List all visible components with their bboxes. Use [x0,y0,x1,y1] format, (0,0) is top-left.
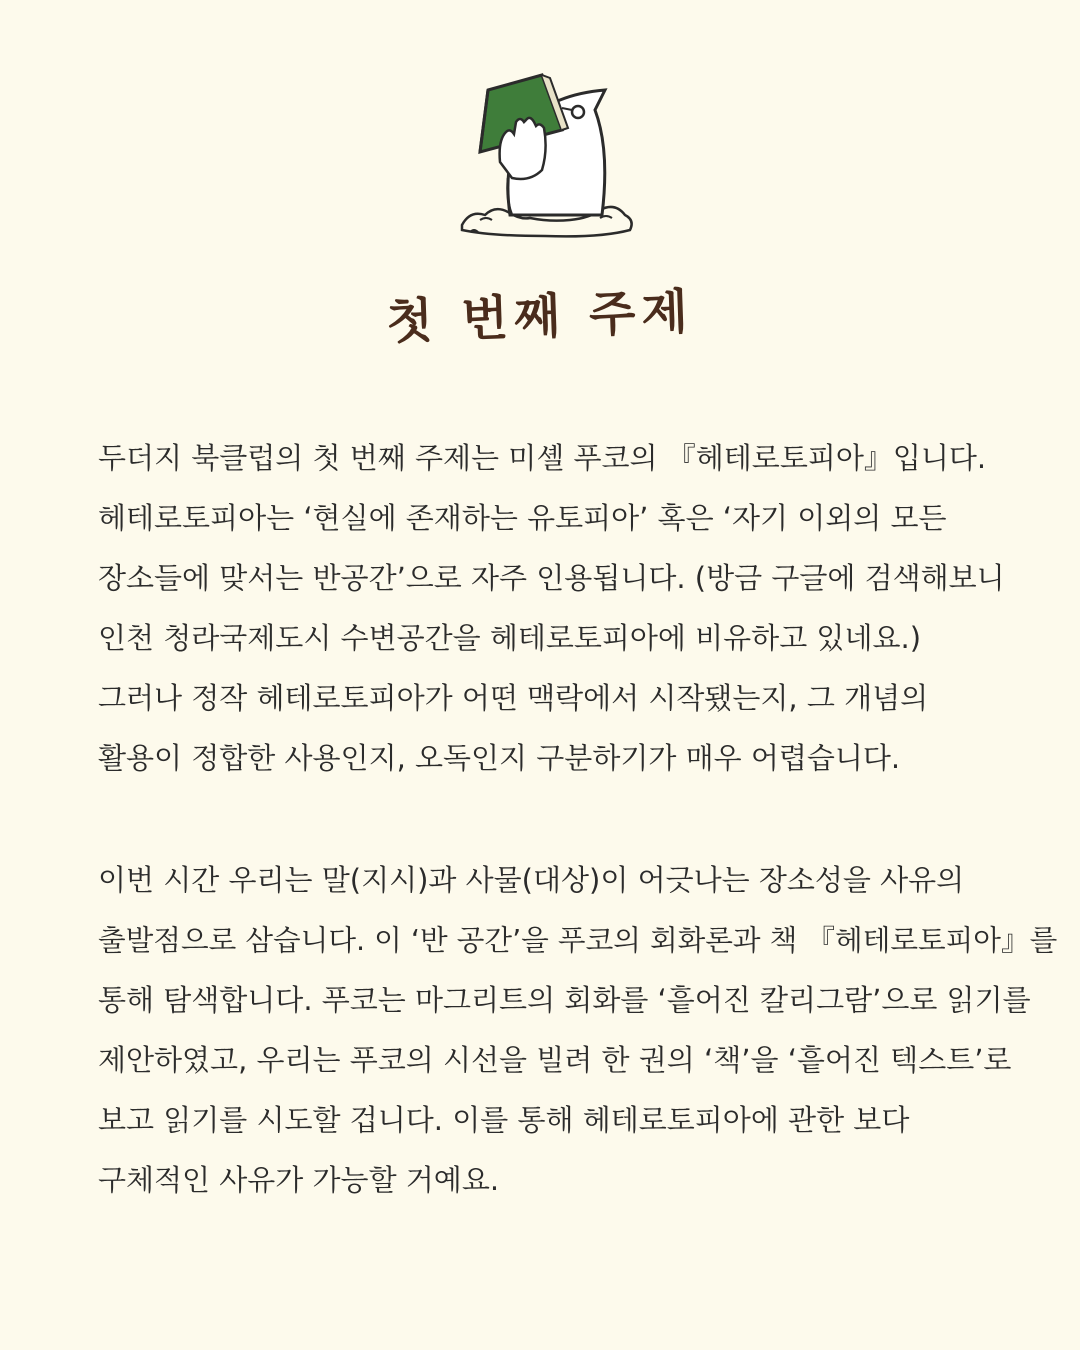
text-line: 통해 탐색합니다. 푸코는 마그리트의 회화를 ‘흩어진 칼리그람’으로 읽기를 [98,983,1031,1017]
paragraph [98,850,1058,1210]
text-line: 장소들에 맞서는 반공간’으로 자주 인용됩니다. (방금 구글에 검색해보니 [98,561,1005,595]
mole-illustration [450,70,640,245]
mole-reading-book-icon [450,70,640,245]
paragraph [98,428,1028,788]
page-title: 첫 번째 주제 [385,283,695,351]
text-line: 헤테로토피아는 ‘현실에 존재하는 유토피아’ 혹은 ‘자기 이외의 모든 [98,501,947,535]
text-line: 제안하였고, 우리는 푸코의 시선을 빌려 한 권의 ‘책’을 ‘흩어진 텍스트’로 [98,1043,1012,1077]
text-line: 그러나 정작 헤테로토피아가 어떤 맥락에서 시작됐는지, 그 개념의 [98,681,929,715]
text-line: 출발점으로 삼습니다. 이 ‘반 공간’을 푸코의 회화론과 책 『헤테로토피아』를 [98,923,1058,957]
text-line: 인천 청라국제도시 수변공간을 헤테로토피아에 비유하고 있네요.) [98,621,922,655]
text-line: 보고 읽기를 시도할 겁니다. 이를 통해 헤테로토피아에 관한 보다 [98,1103,910,1137]
text-line: 이번 시간 우리는 말(지시)과 사물(대상)이 어긋나는 장소성을 사유의 [98,863,965,897]
text-line: 활용이 정합한 사용인지, 오독인지 구분하기가 매우 어렵습니다. [98,741,901,775]
text-line: 두더지 북클럽의 첫 번째 주제는 미셸 푸코의 『헤테로토피아』입니다. [98,441,987,475]
text-line: 구체적인 사유가 가능할 거예요. [98,1163,500,1197]
body-text [98,428,1058,1210]
paragraph-spacer [98,788,1028,850]
